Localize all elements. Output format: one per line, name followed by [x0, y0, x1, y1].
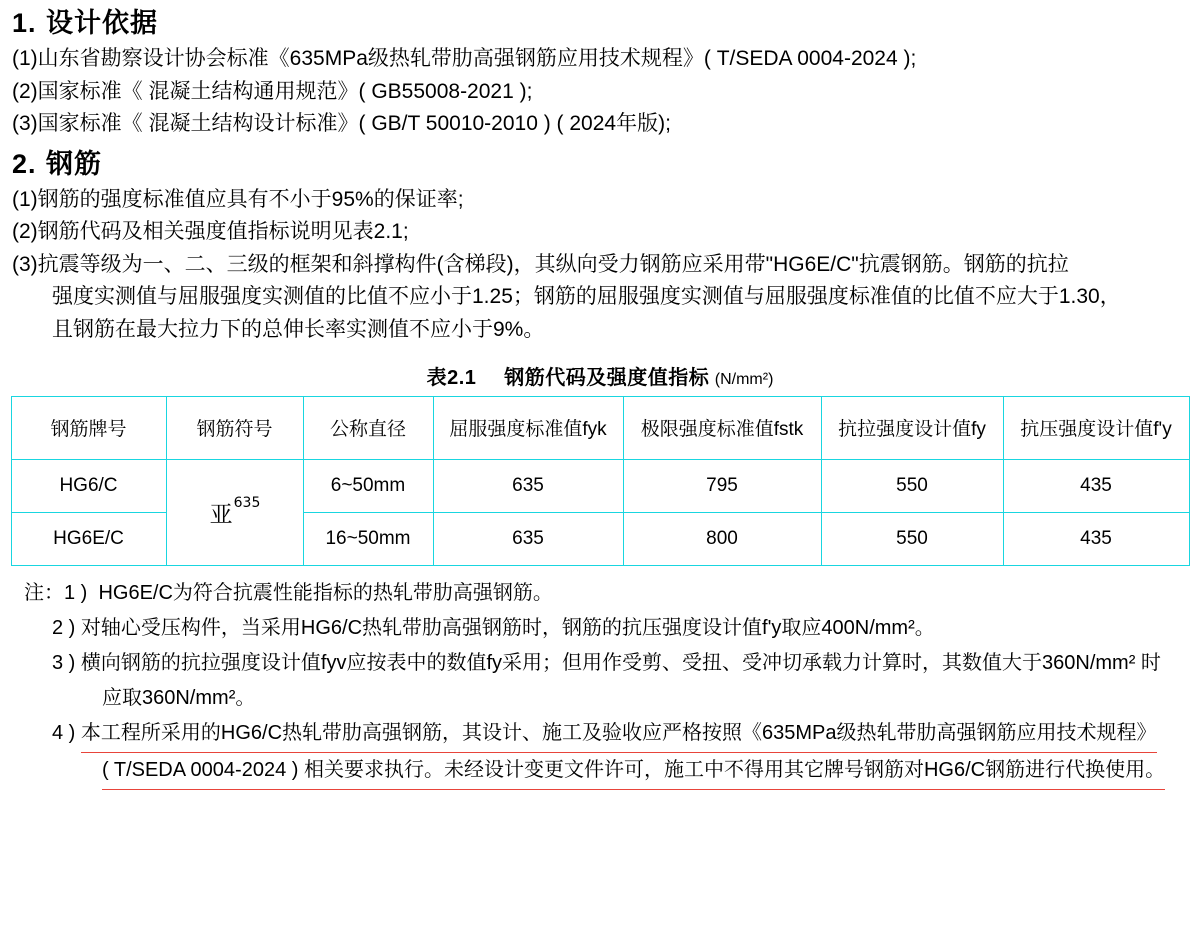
note-2 [24, 611, 1200, 646]
cell-fstk: 795 [623, 459, 821, 512]
note-4-text-line-1: 本工程所采用的HG6/C热轧带肋高强钢筋，其设计、施工及验收应严格按照《635MPa级热轧带肋高强钢筋应用技术规程》 [81, 716, 1157, 753]
cell-fyk: 635 [433, 512, 623, 565]
note-3-label: 3 ) [52, 651, 76, 674]
cell-grade: HG6E/C [11, 512, 166, 565]
section-2-number: 2. [12, 148, 37, 179]
cell-fstk: 800 [623, 512, 821, 565]
cell-fpy: 435 [1003, 459, 1189, 512]
rebar-symbol-superscript: 635 [233, 494, 261, 511]
cell-fpy: 435 [1003, 512, 1189, 565]
note-3-text-line-1: 横向钢筋的抗拉强度设计值fyv应按表中的数值fy采用；但用作受剪、受扭、受冲切承载力计算时，其数值大于360N/mm² 时 [80, 651, 1161, 674]
note-3-line-1 [24, 646, 1200, 681]
section-2-item-2: (2)钢筋代码及相关强度值指标说明见表2.1; [12, 220, 409, 244]
cell-grade: HG6/C [11, 459, 166, 512]
table-caption-number: 表2.1 [426, 366, 477, 389]
note-1 [24, 576, 1200, 611]
table-header-row [11, 396, 1189, 459]
table-header-cell: 抗压强度设计值f'y [1003, 396, 1189, 459]
table-header-cell: 极限强度标准值fstk [623, 396, 821, 459]
note-2-text: 对轴心受压构件，当采用HG6/C热轧带肋高强钢筋时，钢筋的抗压强度设计值f'y取应400N/mm²。 [80, 616, 935, 639]
table-row [11, 459, 1189, 512]
section-1-item-3: (3)国家标准《 混凝土结构设计标准》( GB/T 50010-2010 ) ( 2024年版); [12, 112, 671, 136]
section-1-item-1: (1)山东省勘察设计协会标准《635MPa级热轧带肋高强钢筋应用技术规程》( T/SEDA 0004-2024 ); [12, 47, 917, 71]
cell-fy: 550 [821, 512, 1003, 565]
section-1-number: 1. [12, 8, 37, 38]
cell-fyk: 635 [433, 459, 623, 512]
cell-diameter: 16~50mm [303, 512, 433, 565]
cell-diameter: 6~50mm [303, 459, 433, 512]
table-header-cell: 钢筋符号 [166, 396, 303, 459]
section-2-title: 钢筋 [46, 148, 102, 179]
note-4-line-1 [24, 716, 1200, 753]
table-notes [0, 566, 1200, 790]
rebar-symbol-icon [210, 496, 260, 529]
cell-fy: 550 [821, 459, 1003, 512]
section-2-item-3-line-1: (3)抗震等级为一、二、三级的框架和斜撑构件(含梯段)，其纵向受力钢筋应采用带"HG6E/C"抗震钢筋。钢筋的抗拉 [12, 252, 1069, 276]
section-1-item-2: (2)国家标准《 混凝土结构通用规范》( GB55008-2021 ); [12, 79, 533, 103]
note-4-label: 4 ) [52, 721, 76, 744]
section-1-heading [0, 0, 1200, 43]
note-4-line-2 [24, 753, 1200, 790]
note-3-line-2: 应取360N/mm²。 [102, 686, 256, 709]
table-header-cell: 钢筋牌号 [11, 396, 166, 459]
rebar-specification-table [11, 396, 1190, 566]
note-2-label: 2 ) [52, 616, 76, 639]
section-2-item-3-line-2: 强度实测值与屈服强度实测值的比值不应小于1.25；钢筋的屈服强度实测值与屈服强度标准值的比值不应大于1.30， [52, 285, 1121, 309]
table-header-cell: 抗拉强度设计值fy [821, 396, 1003, 459]
note-1-label: 注：1 ) [24, 581, 88, 604]
section-2-heading [0, 141, 1200, 184]
table-caption-unit: (N/mm²) [714, 370, 774, 388]
rebar-symbol-glyph: 亚 [209, 501, 233, 528]
table-header-cell: 公称直径 [303, 396, 433, 459]
table-caption-title: 钢筋代码及强度值指标 [504, 366, 710, 389]
section-2-item-3-line-3: 且钢筋在最大拉力下的总伸长率实测值不应小于9%。 [52, 318, 545, 342]
section-2-item-1: (1)钢筋的强度标准值应具有不小于95%的保证率; [12, 187, 464, 211]
table-header-cell: 屈服强度标准值fyk [433, 396, 623, 459]
section-1-title: 设计依据 [46, 8, 158, 38]
note-1-text: HG6E/C为符合抗震性能指标的热轧带肋高强钢筋。 [98, 581, 553, 604]
note-4-text-line-2: ( T/SEDA 0004-2024 ) 相关要求执行。未经设计变更文件许可，施工中不得用其它牌号钢筋对HG6/C钢筋进行代换使用。 [102, 753, 1165, 790]
table-caption [0, 361, 1200, 390]
cell-rebar-symbol [166, 459, 303, 565]
